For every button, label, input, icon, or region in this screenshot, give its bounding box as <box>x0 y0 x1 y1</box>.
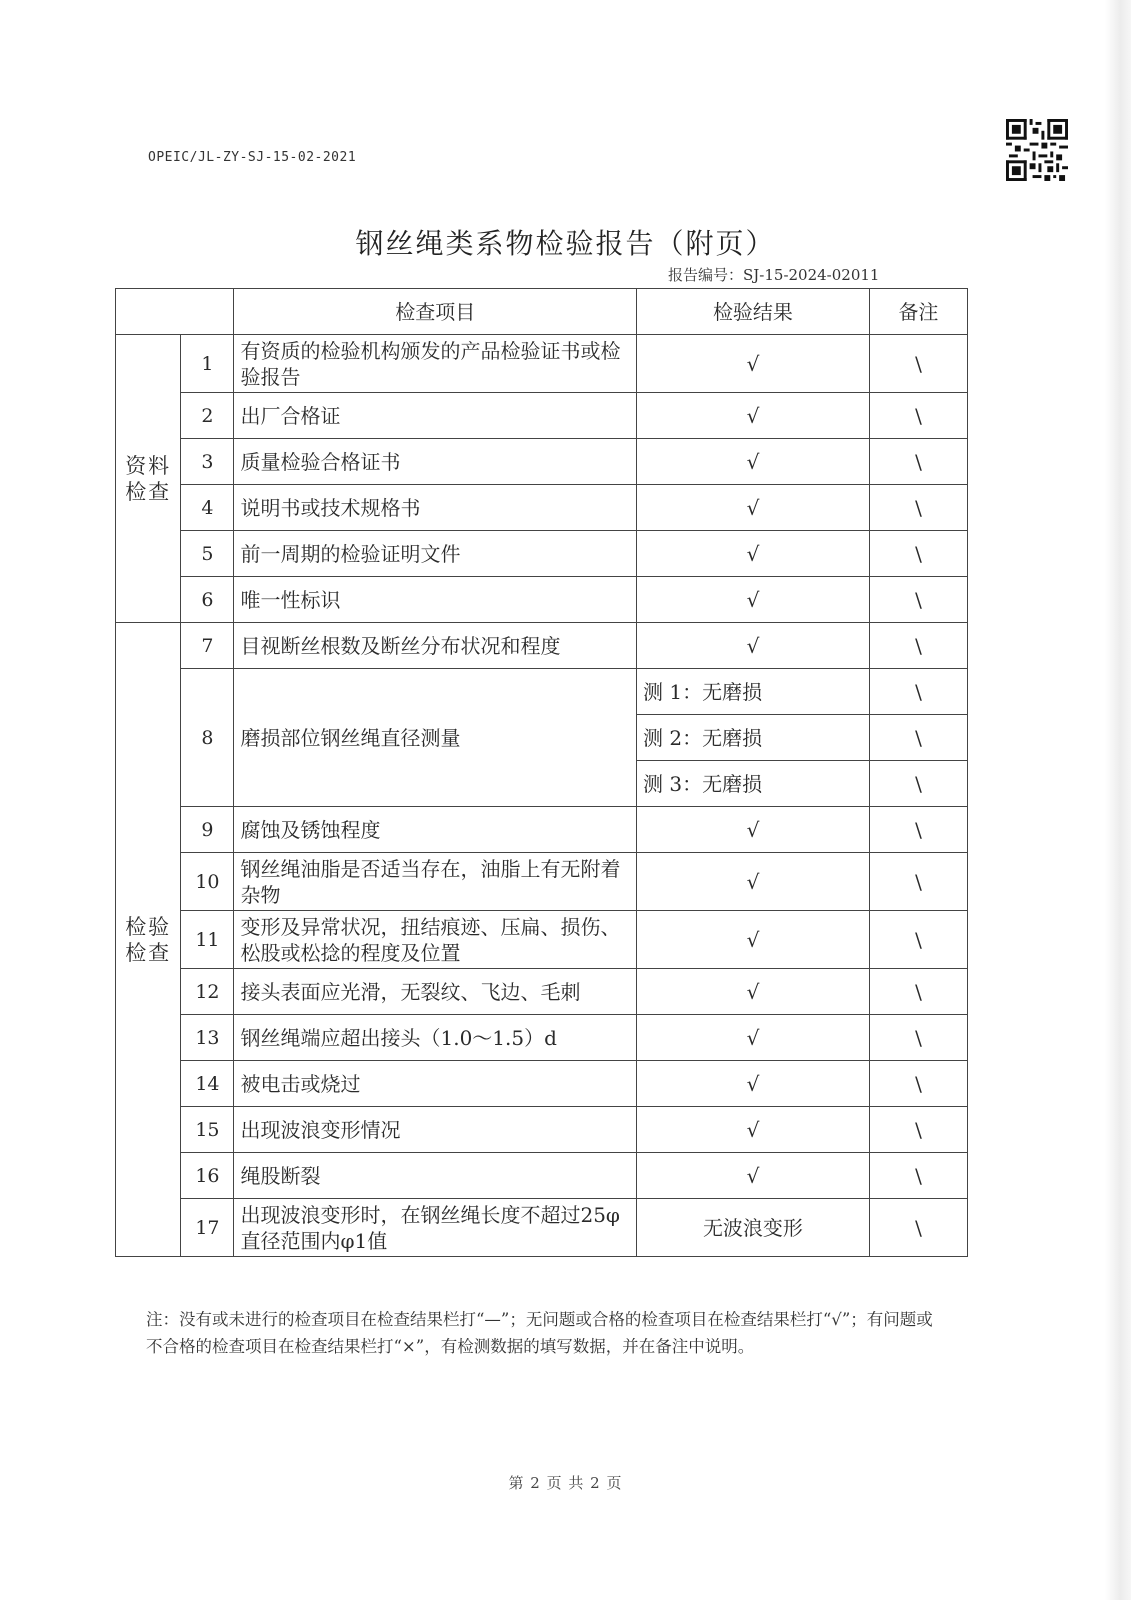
table-row <box>116 485 968 531</box>
row-result: √ <box>636 485 869 531</box>
qr-code-icon <box>1006 119 1068 181</box>
row-result: √ <box>636 911 869 969</box>
row-result: √ <box>636 393 869 439</box>
row-remark: \ <box>869 335 967 393</box>
header-blank-cell <box>116 289 234 335</box>
table-row <box>116 439 968 485</box>
table-row <box>116 807 968 853</box>
row-remark: \ <box>869 1199 967 1257</box>
table-header-row <box>116 289 968 335</box>
header-item: 检查项目 <box>234 289 637 335</box>
row-remark: \ <box>869 577 967 623</box>
measurement-result: 测 2：无磨损 <box>636 715 869 761</box>
measurement-remark: \ <box>869 669 967 715</box>
row-result: √ <box>636 1061 869 1107</box>
row-remark: \ <box>869 853 967 911</box>
row-result: √ <box>636 531 869 577</box>
row-remark: \ <box>869 807 967 853</box>
row-result: √ <box>636 807 869 853</box>
table-row <box>116 1061 968 1107</box>
header-remark: 备注 <box>869 289 967 335</box>
row-item: 钢丝绳油脂是否适当存在，油脂上有无附着杂物 <box>234 853 637 911</box>
table-row <box>116 623 968 669</box>
row-result: √ <box>636 853 869 911</box>
row-remark: \ <box>869 393 967 439</box>
row-remark: \ <box>869 1153 967 1199</box>
table-row <box>116 393 968 439</box>
table-row <box>116 1015 968 1061</box>
table-row <box>116 531 968 577</box>
row-item: 目视断丝根数及断丝分布状况和程度 <box>234 623 637 669</box>
measurement-result: 测 3：无磨损 <box>636 761 869 807</box>
group-data-label: 资料检查 <box>125 453 172 504</box>
row-number: 1 <box>181 335 234 393</box>
row-remark: \ <box>869 439 967 485</box>
row-result: √ <box>636 1015 869 1061</box>
row-number: 17 <box>181 1199 234 1257</box>
row-item: 出现波浪变形时，在钢丝绳长度不超过25φ直径范围内φ1值 <box>234 1199 637 1257</box>
table-row <box>116 577 968 623</box>
row-result: √ <box>636 577 869 623</box>
row-number: 12 <box>181 969 234 1015</box>
table-row <box>116 969 968 1015</box>
row-number: 10 <box>181 853 234 911</box>
row-remark: \ <box>869 1061 967 1107</box>
row-number: 11 <box>181 911 234 969</box>
row-result: √ <box>636 1107 869 1153</box>
row-number: 8 <box>181 669 234 807</box>
row-number: 6 <box>181 577 234 623</box>
row-number: 4 <box>181 485 234 531</box>
row-item: 唯一性标识 <box>234 577 637 623</box>
measurement-remark: \ <box>869 761 967 807</box>
footnote: 注：没有或未进行的检查项目在检查结果栏打“—”；无问题或合格的检查项目在检查结果栏打“√”；有问题或不合格的检查项目在检查结果栏打“×”，有检测数据的填写数据，并在备注中说明。 <box>146 1310 933 1356</box>
row-number: 13 <box>181 1015 234 1061</box>
row-remark: \ <box>869 911 967 969</box>
table-row <box>116 911 968 969</box>
row-number: 7 <box>181 623 234 669</box>
group-inspect-label: 检验检查 <box>125 914 172 965</box>
row-remark: \ <box>869 1015 967 1061</box>
table-row <box>116 1107 968 1153</box>
report-number: 报告编号：SJ-15-2024-02011 <box>668 266 880 284</box>
group-data-check <box>116 335 181 623</box>
row-remark: \ <box>869 1107 967 1153</box>
table-row <box>116 853 968 911</box>
table-row <box>116 335 968 393</box>
row-item: 说明书或技术规格书 <box>234 485 637 531</box>
row-result: 无波浪变形 <box>636 1199 869 1257</box>
row-result: √ <box>636 969 869 1015</box>
row-item: 有资质的检验机构颁发的产品检验证书或检验报告 <box>234 335 637 393</box>
group-inspection-check <box>116 623 181 1257</box>
row-result: √ <box>636 1153 869 1199</box>
measurement-remark: \ <box>869 715 967 761</box>
row-number: 15 <box>181 1107 234 1153</box>
row-item: 出现波浪变形情况 <box>234 1107 637 1153</box>
row-item: 变形及异常状况，扭结痕迹、压扁、损伤、松股或松捻的程度及位置 <box>234 911 637 969</box>
row-item: 磨损部位钢丝绳直径测量 <box>234 669 637 807</box>
row-item: 接头表面应光滑，无裂纹、飞边、毛刺 <box>234 969 637 1015</box>
document-code: OPEIC/JL-ZY-SJ-15-02-2021 <box>148 150 357 165</box>
row-number: 9 <box>181 807 234 853</box>
row-number: 16 <box>181 1153 234 1199</box>
row-result: √ <box>636 439 869 485</box>
row-result: √ <box>636 623 869 669</box>
row-result: √ <box>636 335 869 393</box>
row-number: 3 <box>181 439 234 485</box>
row-item: 腐蚀及锈蚀程度 <box>234 807 637 853</box>
row-item: 质量检验合格证书 <box>234 439 637 485</box>
row-remark: \ <box>869 969 967 1015</box>
table-row <box>116 1199 968 1257</box>
row-item: 出厂合格证 <box>234 393 637 439</box>
page-title: 钢丝绳类系物检验报告（附页） <box>355 227 776 260</box>
table-row <box>116 669 968 715</box>
row-item: 被电击或烧过 <box>234 1061 637 1107</box>
measurement-result: 测 1：无磨损 <box>636 669 869 715</box>
table-row <box>116 1153 968 1199</box>
row-number: 2 <box>181 393 234 439</box>
inspection-table <box>115 288 968 1257</box>
row-number: 5 <box>181 531 234 577</box>
row-remark: \ <box>869 623 967 669</box>
row-remark: \ <box>869 485 967 531</box>
row-remark: \ <box>869 531 967 577</box>
row-item: 钢丝绳端应超出接头（1.0～1.5）d <box>234 1015 637 1061</box>
page-footer: 第 2 页 共 2 页 <box>508 1474 623 1492</box>
row-number: 14 <box>181 1061 234 1107</box>
row-item: 绳股断裂 <box>234 1153 637 1199</box>
row-item: 前一周期的检验证明文件 <box>234 531 637 577</box>
header-result: 检验结果 <box>636 289 869 335</box>
